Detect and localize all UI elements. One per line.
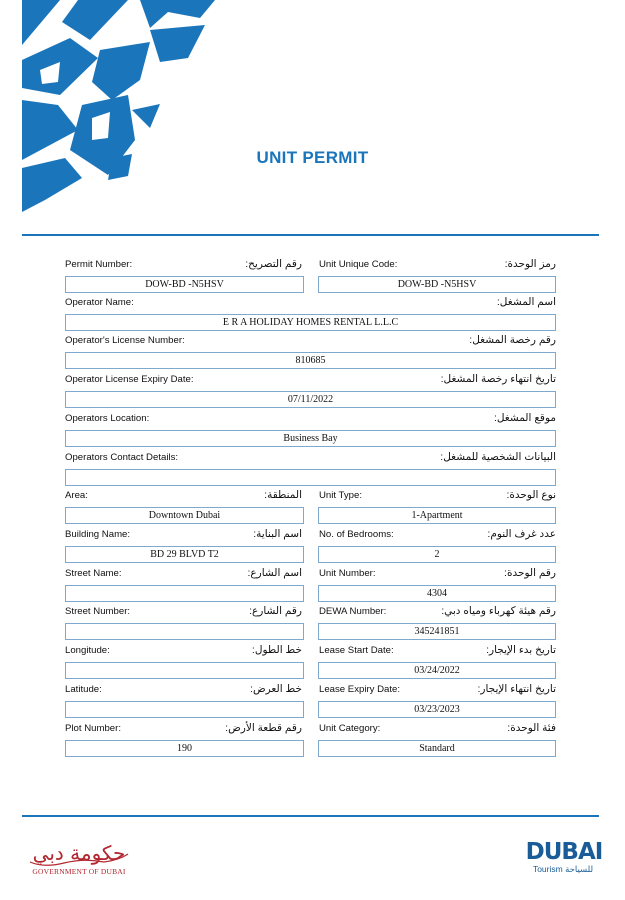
operator-name-field: E R A HOLIDAY HOMES RENTAL L.L.C <box>65 314 556 331</box>
unit-unique-code-label-ar: رمز الوحدة: <box>504 258 556 270</box>
dubai-logo-text: DUBAI <box>525 839 603 865</box>
operator-license-expiry-field: 07/11/2022 <box>65 391 556 408</box>
unit-category-field: Standard <box>318 740 556 757</box>
street-number-label: Street Number: <box>65 606 131 617</box>
bedrooms-field: 2 <box>318 546 556 563</box>
operator-license-number-label-ar: رقم رخصة المشغل: <box>469 334 556 346</box>
unit-category-label: Unit Category: <box>319 723 381 734</box>
longitude-label-ar: خط الطول: <box>251 644 302 656</box>
operator-license-number-label: Operator's License Number: <box>65 335 185 346</box>
bedrooms-label-ar: عدد غرف النوم: <box>487 528 556 540</box>
tourism-en: Tourism <box>532 864 563 874</box>
longitude-label: Longitude: <box>65 645 110 656</box>
operator-license-expiry-label: Operator License Expiry Date: <box>65 374 194 385</box>
longitude-field <box>65 662 304 679</box>
operator-name-label-ar: اسم المشغل: <box>496 296 556 308</box>
dewa-number-label-ar: رقم هيئة كهرباء ومياه دبي: <box>441 605 556 617</box>
unit-unique-code-field: DOW-BD -N5HSV <box>318 276 556 293</box>
tourism-ar: للسياحة <box>565 864 594 874</box>
operators-contact-label-ar: البيانات الشخصية للمشغل: <box>440 451 556 463</box>
bedrooms-label: No. of Bedrooms: <box>319 529 394 540</box>
permit-number-field: DOW-BD -N5HSV <box>65 276 304 293</box>
dewa-number-field: 345241851 <box>318 623 556 640</box>
unit-number-field: 4304 <box>318 585 556 602</box>
lease-start-label: Lease Start Date: <box>319 645 394 656</box>
permit-number-label: Permit Number: <box>65 259 133 270</box>
building-name-field: BD 29 BLVD T2 <box>65 546 304 563</box>
operators-contact-field <box>65 469 556 486</box>
header-divider <box>22 234 599 236</box>
street-name-field <box>65 585 304 602</box>
building-name-label-ar: اسم البناية: <box>253 528 302 540</box>
street-name-label-ar: اسم الشارع: <box>247 567 302 579</box>
tourism-tagline <box>520 864 606 875</box>
operator-license-expiry-label-ar: تاريخ انتهاء رخصة المشغل: <box>440 373 556 385</box>
unit-unique-code-label: Unit Unique Code: <box>319 259 398 270</box>
unit-category-label-ar: فئة الوحدة: <box>507 722 556 734</box>
lease-start-field: 03/24/2022 <box>318 662 556 679</box>
footer-divider <box>22 815 599 817</box>
unit-type-field: 1-Apartment <box>318 507 556 524</box>
lease-start-label-ar: تاريخ بدء الإيجار: <box>486 644 556 656</box>
permit-number-label-ar: رقم التصريح: <box>245 258 302 270</box>
plot-number-label: Plot Number: <box>65 723 121 734</box>
lease-expiry-label-ar: تاريخ انتهاء الإيجار: <box>477 683 556 695</box>
unit-type-label-ar: نوع الوحدة: <box>506 489 556 501</box>
dewa-number-label: DEWA Number: <box>319 606 387 617</box>
lease-expiry-field: 03/23/2023 <box>318 701 556 718</box>
plot-number-field: 190 <box>65 740 304 757</box>
page-title: UNIT PERMIT <box>256 148 369 167</box>
street-name-label: Street Name: <box>65 568 122 579</box>
operators-location-label: Operators Location: <box>65 413 150 424</box>
area-label-ar: المنطقة: <box>264 489 302 501</box>
government-of-dubai-text: GOVERNMENT OF DUBAI <box>32 867 126 876</box>
unit-number-label-ar: رقم الوحدة: <box>504 567 556 579</box>
lease-expiry-label: Lease Expiry Date: <box>319 684 401 695</box>
street-number-field <box>65 623 304 640</box>
plot-number-label-ar: رقم قطعة الأرض: <box>225 722 302 734</box>
operators-location-label-ar: موقع المشغل: <box>493 412 556 424</box>
gov-arabic-text: حكومة دبي <box>32 841 126 865</box>
street-number-label-ar: رقم الشارع: <box>249 605 302 617</box>
latitude-field <box>65 701 304 718</box>
operators-location-field: Business Bay <box>65 430 556 447</box>
latitude-label-ar: خط العرض: <box>250 683 302 695</box>
building-name-label: Building Name: <box>65 529 131 540</box>
area-field: Downtown Dubai <box>65 507 304 524</box>
unit-number-label: Unit Number: <box>319 568 376 579</box>
latitude-label: Latitude: <box>65 684 102 695</box>
dubai-calligraphy-logo <box>0 0 230 215</box>
operator-license-number-field: 810685 <box>65 352 556 369</box>
unit-type-label: Unit Type: <box>319 490 363 501</box>
operator-name-label: Operator Name: <box>65 297 134 308</box>
area-label: Area: <box>65 490 88 501</box>
operators-contact-label: Operators Contact Details: <box>65 452 179 463</box>
